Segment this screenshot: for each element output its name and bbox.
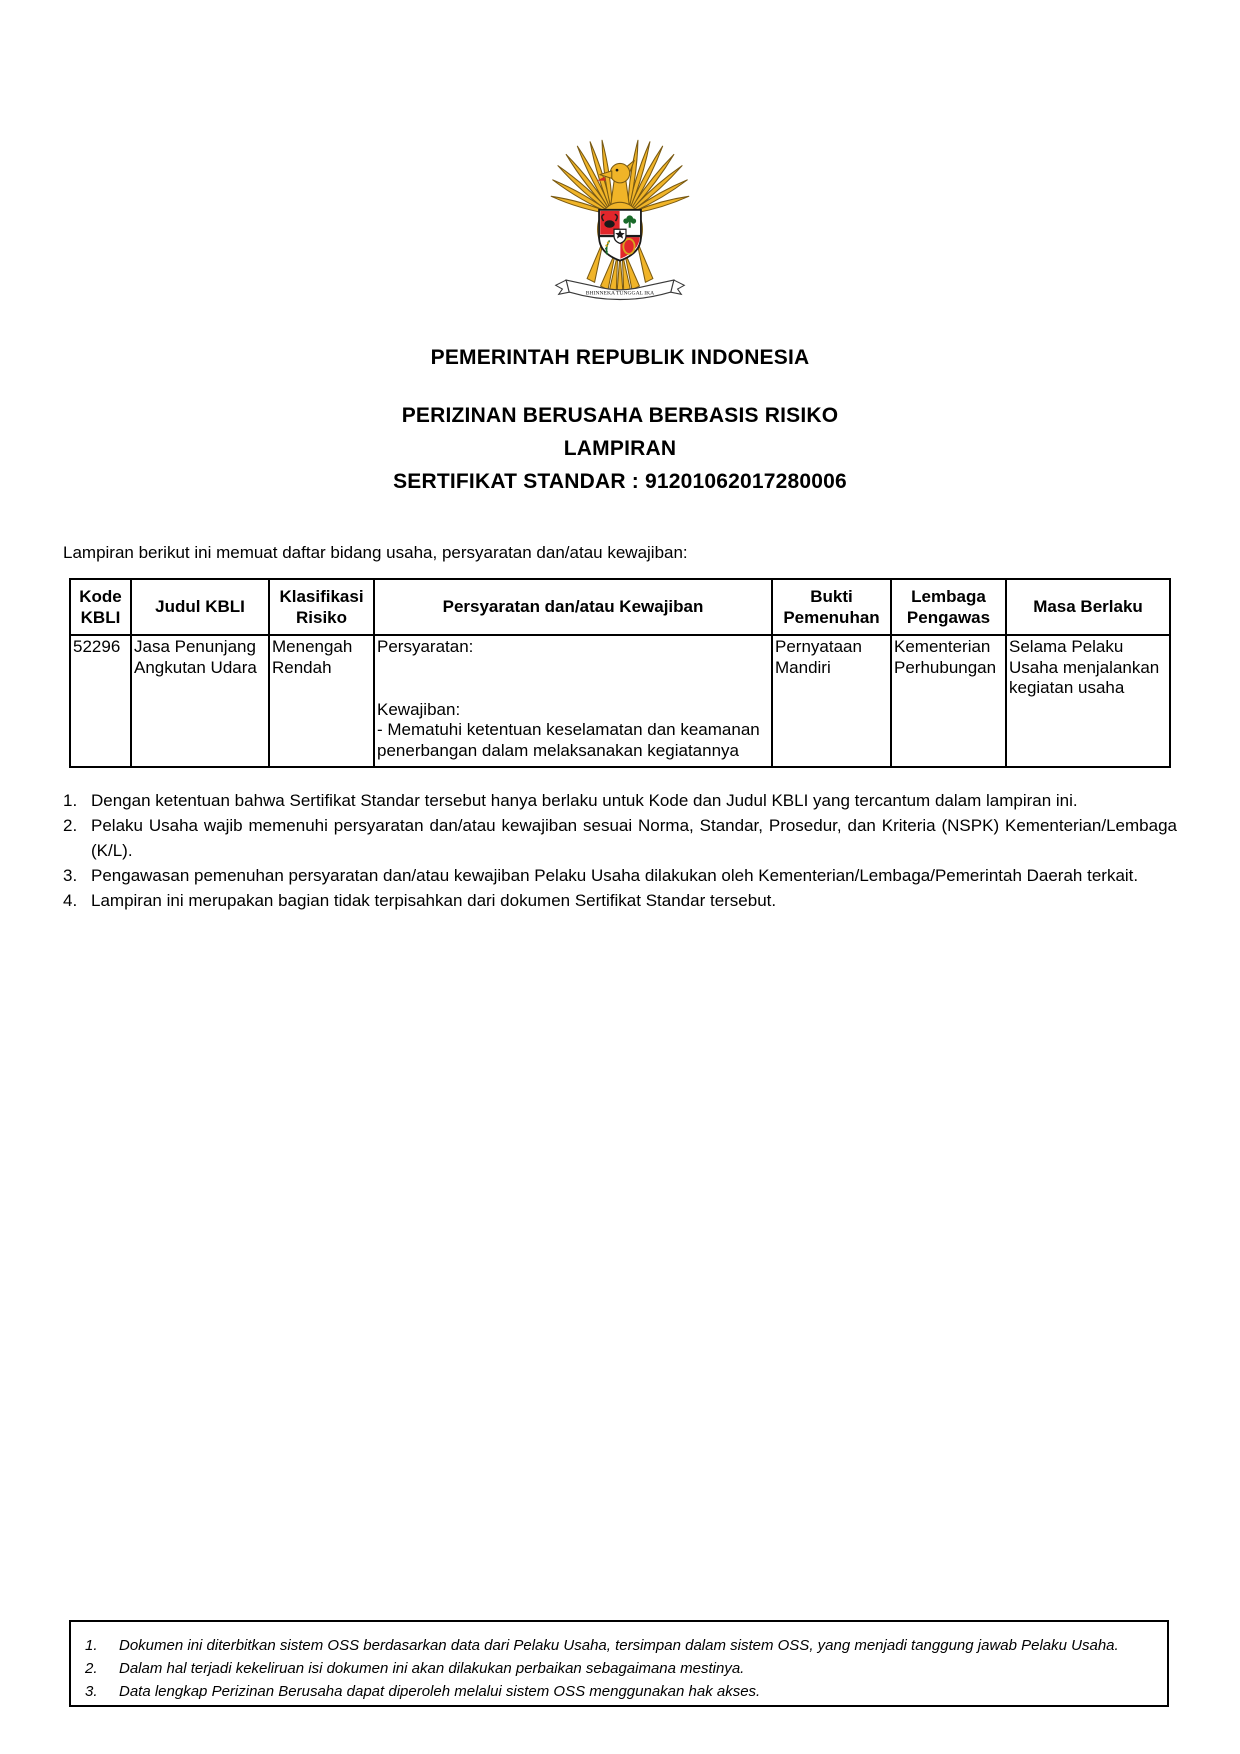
document-title-line2: LAMPIRAN [563,437,677,460]
note-number: 1. [63,791,78,810]
document-title-line3: SERTIFIKAT STANDAR : 91201062017280006 [393,470,847,493]
persyaratan-spacer [377,658,770,700]
cell-judul-kbli: Jasa Penunjang Angkutan Udara [131,635,269,767]
ribbon-motto-text: BHINNEKA TUNGGAL IKA [585,290,655,297]
footer-note-number: 3. [85,1683,98,1700]
cell-bukti-pemenuhan: Pernyataan Mandiri [772,635,891,767]
header-kode-kbli: Kode KBLI [70,579,131,635]
government-title: PEMERINTAH REPUBLIK INDONESIA [430,346,810,369]
header-masa-berlaku: Masa Berlaku [1006,579,1170,635]
note-item-3 [63,863,1177,888]
note-text: Pengawasan pemenuhan persyaratan dan/atau kewajiban Pelaku Usaha dilakukan oleh Kementerian/Lembaga/Pemerintah Daerah terkait. [91,866,1139,885]
footer-note-number: 2. [85,1660,98,1677]
garuda-icon [545,138,695,310]
kbli-table [69,578,1171,768]
document-title-line1: PERIZINAN BERUSAHA BERBASIS RISIKO [401,404,839,427]
footer-note-1 [85,1634,1157,1657]
note-item-2 [63,813,1177,863]
kewajiban-item: - Mematuhi ketentuan keselamatan dan keamanan penerbangan dalam melaksanakan kegiatannya [377,720,760,761]
persyaratan-label: Persyaratan: [377,637,474,656]
footer-note-text: Dalam hal terjadi kekeliruan isi dokumen ini akan dilakukan perbaikan sebagaimana mestinya. [119,1660,745,1677]
cell-klasifikasi-risiko: Menengah Rendah [269,635,374,767]
note-text: Dengan ketentuan bahwa Sertifikat Standar tersebut hanya berlaku untuk Kode dan Judul KBLI yang tercantum dalam lampiran ini. [91,791,1078,810]
table-row [70,635,1170,767]
header-klasifikasi-risiko: Klasifikasi Risiko [269,579,374,635]
header-judul-kbli: Judul KBLI [131,579,269,635]
note-item-4 [63,888,1177,913]
header-persyaratan: Persyaratan dan/atau Kewajiban [374,579,772,635]
notes-list [63,788,1177,913]
footer-note-number: 1. [85,1637,98,1654]
intro-paragraph: Lampiran berikut ini memuat daftar bidang usaha, persyaratan dan/atau kewajiban: [63,543,688,562]
note-text: Pelaku Usaha wajib memenuhi persyaratan dan/atau kewajiban sesuai Norma, Standar, Prosedur, dan Kriteria (NSPK) Kementerian/Lembaga (K/L). [91,816,1177,860]
kewajiban-label: Kewajiban: [377,699,461,719]
header-bukti-pemenuhan: Bukti Pemenuhan [772,579,891,635]
note-number: 2. [63,816,78,835]
footer-note-text: Dokumen ini diterbitkan sistem OSS berdasarkan data dari Pelaku Usaha, tersimpan dalam sistem OSS, yang menjadi tanggung jawab Pelaku Usaha. [119,1637,1119,1654]
cell-persyaratan [374,635,772,767]
footer-disclaimer-box [69,1620,1169,1707]
cell-masa-berlaku: Selama Pelaku Usaha menjalankan kegiatan usaha [1006,635,1170,767]
table-header-row [70,579,1170,635]
document-title-block [0,399,1240,498]
footer-note-2 [85,1657,1157,1680]
header-lembaga-pengawas: Lembaga Pengawas [891,579,1006,635]
note-number: 4. [63,891,78,910]
note-item-1 [63,788,1177,813]
note-text: Lampiran ini merupakan bagian tidak terpisahkan dari dokumen Sertifikat Standar tersebut. [91,891,777,910]
footer-note-text: Data lengkap Perizinan Berusaha dapat diperoleh melalui sistem OSS menggunakan hak akses. [119,1683,761,1700]
cell-lembaga-pengawas: Kementerian Perhubungan [891,635,1006,767]
garuda-pancasila-emblem [545,138,695,315]
cell-kode-kbli: 52296 [70,635,131,767]
note-number: 3. [63,866,78,885]
footer-note-3 [85,1680,1157,1703]
